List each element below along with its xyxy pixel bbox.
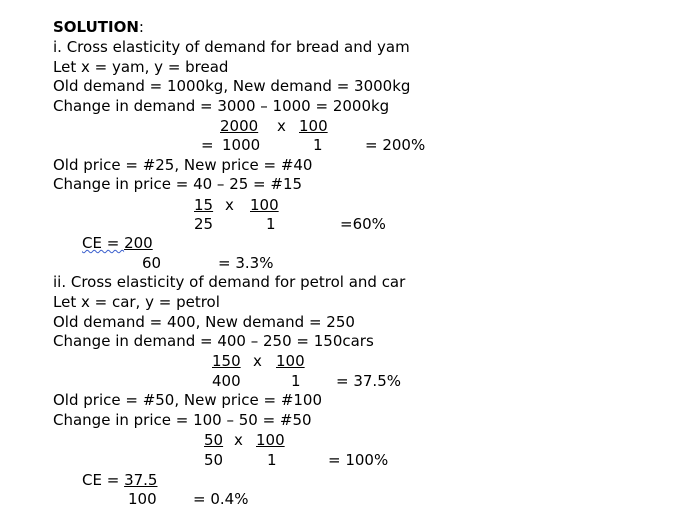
part1-ce-numerator: 200 xyxy=(124,234,153,252)
part2-frac1-times: x xyxy=(253,352,262,370)
part1-ce-denominator: 60 xyxy=(142,254,162,272)
part2-frac2-result: = 100% xyxy=(328,451,389,469)
solution-heading xyxy=(53,18,144,37)
part1-ce-formula xyxy=(82,234,153,253)
part2-frac2-times: x xyxy=(234,431,243,449)
part1-price: Old price = #25, New price = #40 xyxy=(53,156,313,174)
part1-frac1-denominator2: 1 xyxy=(313,136,323,154)
part1-frac2-times: x xyxy=(225,196,234,214)
part2-frac2-numerator: 50 xyxy=(204,431,224,449)
part1-frac1-result: = 200% xyxy=(365,136,426,154)
part1-frac2-denominator: 25 xyxy=(194,215,214,233)
part1-frac2-numerator: 15 xyxy=(194,196,214,214)
part1-frac2-numerator2: 100 xyxy=(250,196,279,214)
part1-title: i. Cross elasticity of demand for bread and yam xyxy=(53,38,410,56)
part2-change-in-price: Change in price = 100 – 50 = #50 xyxy=(53,411,312,429)
part2-frac1-numerator2: 100 xyxy=(276,352,305,370)
part2-frac1-denominator2: 1 xyxy=(291,372,301,390)
heading-colon: : xyxy=(138,18,144,36)
part1-frac2-result: =60% xyxy=(340,215,386,233)
part2-ce-numerator: 37.5 xyxy=(124,471,158,489)
part2-variables: Let x = car, y = petrol xyxy=(53,293,220,311)
part2-demand: Old demand = 400, New demand = 250 xyxy=(53,313,355,331)
part1-frac1-equals: = xyxy=(201,136,214,154)
part2-frac2-numerator2: 100 xyxy=(256,431,285,449)
part2-ce-label: CE = xyxy=(82,471,125,489)
part1-demand: Old demand = 1000kg, New demand = 3000kg xyxy=(53,77,411,95)
part2-ce-denominator: 100 xyxy=(128,490,157,508)
part1-frac1-denominator: 1000 xyxy=(222,136,261,154)
part2-ce-formula xyxy=(82,471,157,490)
part1-change-in-demand: Change in demand = 3000 – 1000 = 2000kg xyxy=(53,97,390,115)
part1-change-in-price: Change in price = 40 – 25 = #15 xyxy=(53,175,303,193)
part1-frac2-denominator2: 1 xyxy=(266,215,276,233)
heading-text: SOLUTION xyxy=(53,18,139,36)
part2-price: Old price = #50, New price = #100 xyxy=(53,391,323,409)
part2-frac1-result: = 37.5% xyxy=(336,372,401,390)
part2-frac2-denominator2: 1 xyxy=(267,451,277,469)
part1-frac1-numerator2: 100 xyxy=(299,117,328,135)
part2-frac1-denominator: 400 xyxy=(212,372,241,390)
part1-ce-label: CE = xyxy=(82,234,125,252)
part1-ce-result: = 3.3% xyxy=(218,254,274,272)
part1-frac1-numerator: 2000 xyxy=(220,117,259,135)
part2-frac1-numerator: 150 xyxy=(212,352,241,370)
part1-variables: Let x = yam, y = bread xyxy=(53,58,229,76)
part2-frac2-denominator: 50 xyxy=(204,451,224,469)
part2-change-in-demand: Change in demand = 400 – 250 = 150cars xyxy=(53,332,374,350)
part1-frac1-times: x xyxy=(277,117,286,135)
part2-ce-result: = 0.4% xyxy=(193,490,249,508)
part2-title: ii. Cross elasticity of demand for petrol and car xyxy=(53,273,406,291)
